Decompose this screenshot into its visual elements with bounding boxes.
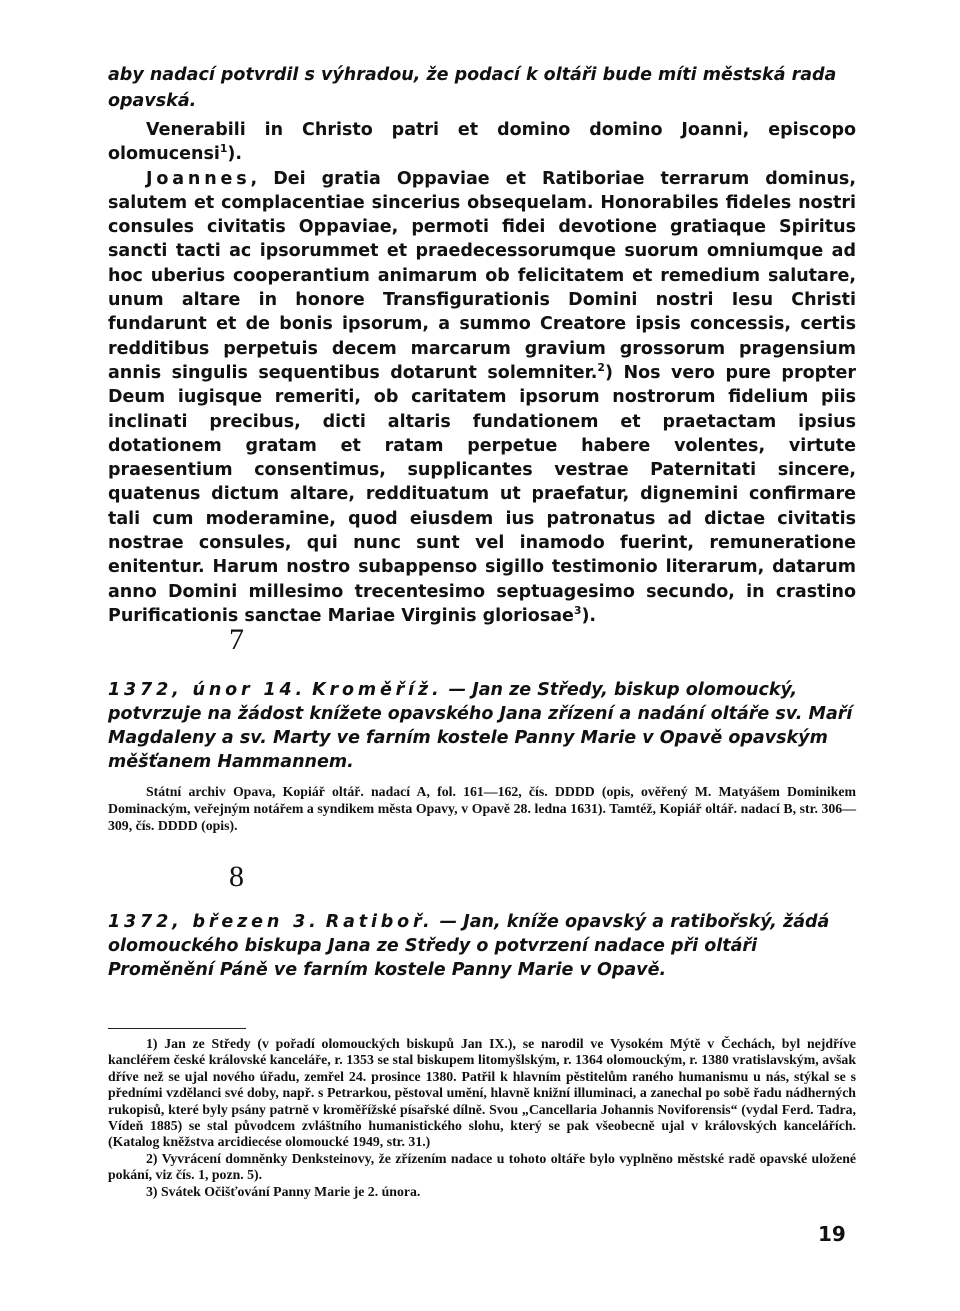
- regest-7-place: Kroměříž.: [312, 680, 443, 700]
- page-number: 19: [818, 1222, 846, 1246]
- footnote-3: 3) Svátek Očišťování Panny Marie je 2. února.: [146, 1183, 421, 1199]
- footnotes: [108, 1036, 856, 1200]
- body-paragraph: Joannes, Dei gratia Oppaviae et Ratiboriae terrarum dominus, salutem et complacentiae sincerius obsequelam. Honorabiles fideles nostri consules civitatis Oppaviae, permoti fidei devotione gratiaque Spiritus sancti tacti ac ipsorummet et praedecessorumque suorum omniumque ad hoc uberius cooperantium animarum ob felicitatem et remedium salutare, unum altare in honore Transfigurationis Domini nostri Iesu Christi fundarunt et de bonis ipsorum, a summo Creatore ipsis concessis, certis redditibus perpetuis decem marcarum gravium grossorum pragensium annis singulis sequentibus dotarunt solemniter.$^2$) Nos vero pure propter Deum iugisque remeriti, ob caritatem ipsorum nostrorum fidelium piis inclinati precibus, dicti altaris fundationem et praetactam ipsius dotationem gratam et ratam perpetue habere volentes, virtute praesentium consentimus, supplicantes vestrae Paternitati sincere, quatenus dictum altare, reddituatum ut praefatur, dignemini confirmare tali cum moderamine, quod eiusdem ius patronatus ad dictae civitatis nostrae consules, qui nunc sunt vel inamodo fuerint, remuneratione enitentur. Harum nostro subappenso sigillo testimonio literarum, datarum anno Domini millesimo trecentesimo septuagesimo secundo, in crastino Purificationis sanctae Mariae Virginis gloriosae$^3$).: [108, 168, 856, 626]
- footnote-ref-2[interactable]: 2: [597, 361, 605, 375]
- archive-note-7: Státní archiv Opava, Kopiář oltář. nadací A, fol. 161—162, čís. DDDD (opis, ověřený M. Matyášem Dominikem Dominackým, veřejným notářem a syndikem města Opavy, v Opavě 28. ledna 1631). Tamtéž, Kopiář oltář. nadací B, str. 306—309, čís. DDDD (opis).: [108, 784, 856, 833]
- regest-7-date: 1372, únor 14.: [108, 680, 307, 700]
- footnote-divider: [108, 1028, 246, 1029]
- regest-8-date: 1372, březen 3.: [108, 912, 320, 932]
- regest-7: [108, 678, 856, 774]
- footnote-2: 2) Vyvrácení domněnky Denksteinovy, že zřízením nadace u tohoto oltáře bylo vyplněno městské radě opavské uložené pokání, viz čís. 1, pozn. 5).: [108, 1150, 856, 1183]
- sender-name: Joannes: [146, 168, 251, 189]
- document-number-7: 7: [229, 623, 244, 656]
- latin-charter-text: [108, 118, 856, 628]
- regest-8-text: — Jan, kníže opavský a ratibořský, žádá olomouckého biskupa Jana ze Středy o potvrzení nadace při oltáři Proměnění Páně ve farním kostele Panny Marie v Opavě.: [108, 912, 830, 980]
- salutation-paragraph: Venerabili in Christo patri et domino domino Joanni, episcopo olomucensi$^1$).: [108, 120, 856, 165]
- regest-7-text: — Jan ze Středy, biskup olomoucký, potvrzuje na žádost knížete opavského Jana zřízení a nadání oltáře sv. Maří Magdaleny a sv. Marty ve farním kostele Panny Marie v Opavě opavským měšťanem Hammannem.: [108, 680, 853, 772]
- document-number-8: 8: [229, 860, 244, 893]
- regest-8-place: Ratiboř.: [325, 912, 434, 932]
- regest-8: [108, 910, 856, 982]
- footnote-ref-1[interactable]: 1: [219, 142, 228, 156]
- footnote-1: 1) Jan ze Středy (v pořadí olomouckých biskupů Jan IX.), se narodil ve Vysokém Mýtě v Čechách, byl nejdříve kancléřem české královské kanceláře, r. 1353 se stal biskupem litomyšlským, r. 1364 olomouckým, r. 1380 vratislavským, avšak dříve než se ujal nového úřadu, zemřel 24. prosince 1380. Patřil k hlavním pěstitelům raného humanismu u nás, stýkal se s předními vzdělanci své doby, např. s Petrarkou, pěstoval umění, hlavně knižní illuminaci, a zanechal po sobě řadu nádherných rukopisů, které byly psány patrně v kroměřížské písařské dílně. Svou „Cancellaria Johannis Noviforensis“ (vydal Ferd. Tadra, Vídeň 1885) se stal původcem zvláštního humanistického slohu, který se pak všeobecně ujal v královských kancelářích. (Katalog kněžstva arcidiecése olomoucké 1949, str. 31.): [108, 1036, 857, 1150]
- intro-regest-continuation: aby nadací potvrdil s výhradou, že podací k oltáři bude míti městská rada opavská.: [108, 65, 837, 111]
- footnote-ref-3[interactable]: 3: [573, 604, 582, 618]
